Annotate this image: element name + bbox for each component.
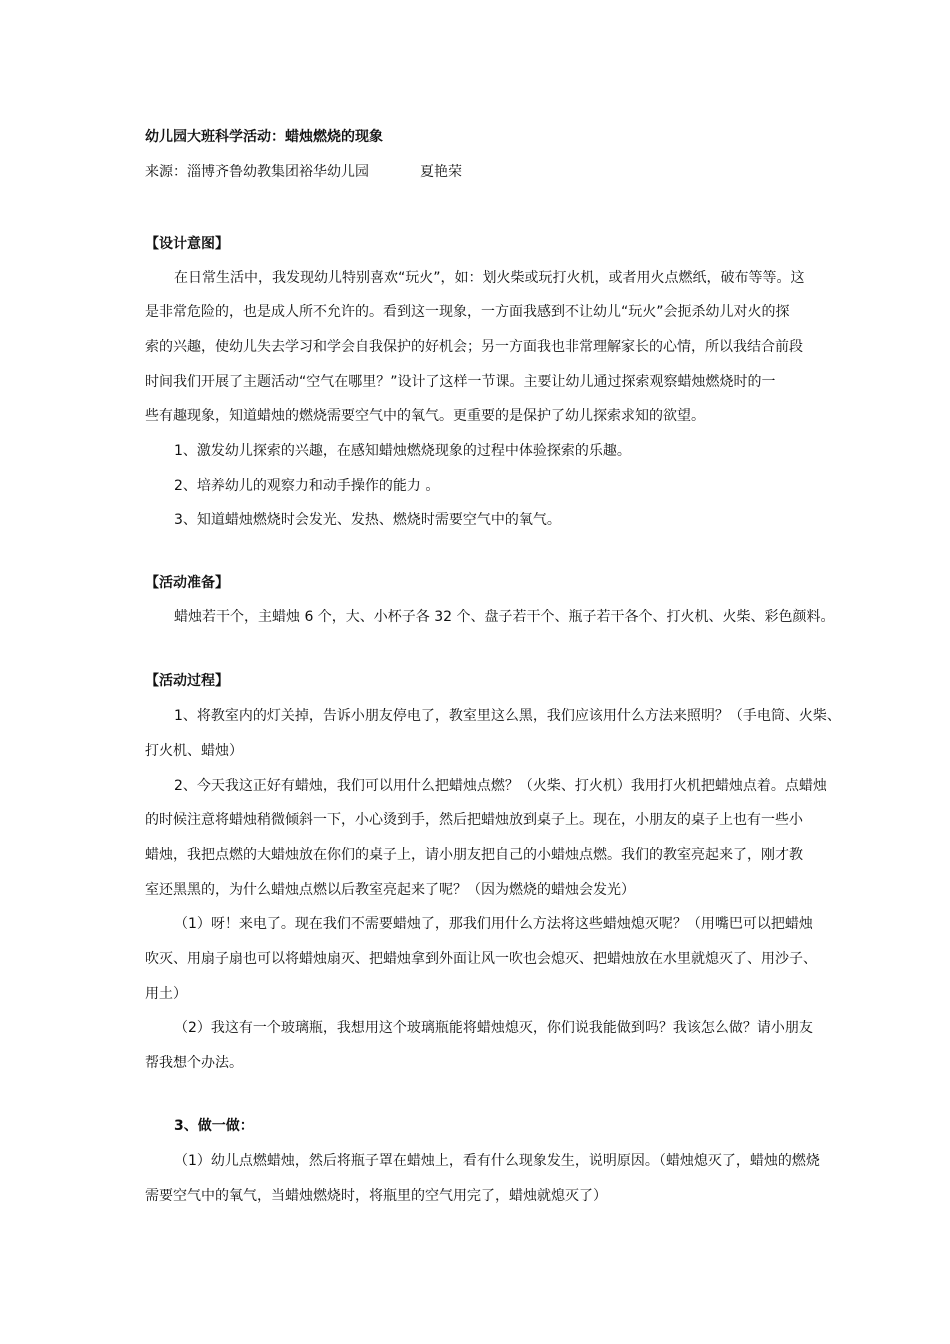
- goal-item: 3、知道蜡烛燃烧时会发光、发热、燃烧时需要空气中的氧气。: [174, 512, 561, 528]
- section-heading-preparation: 【活动准备】: [145, 575, 229, 591]
- paragraph-line: 需要空气中的氧气，当蜡烛燃烧时，将瓶里的空气用完了，蜡烛就熄灭了）: [145, 1188, 607, 1204]
- paragraph-line: 蜡烛，我把点燃的大蜡烛放在你们的桌子上，请小朋友把自己的小蜡烛点燃。我们的教室亮起来了，刚才教: [145, 847, 803, 863]
- section-heading-design-intent: 【设计意图】: [145, 236, 229, 252]
- page-title: 幼儿园大班科学活动：蜡烛燃烧的现象: [145, 129, 383, 145]
- paragraph-line: 室还黑黑的，为什么蜡烛点燃以后教室亮起来了呢？（因为燃烧的蜡烛会发光）: [145, 882, 635, 898]
- paragraph-line: 打火机、蜡烛）: [145, 743, 243, 759]
- preparation-text: 蜡烛若干个，主蜡烛 6 个，大、小杯子各 32 个、盘子若干个、瓶子若干各个、打火机、火柴、彩色颜料。: [174, 609, 835, 625]
- section-heading-process: 【活动过程】: [145, 673, 229, 689]
- source-label: 来源：淄博齐鲁幼教集团裕华幼儿园: [145, 164, 369, 180]
- paragraph-line: 在日常生活中，我发现幼儿特别喜欢“玩火”，如：划火柴或玩打火机，或者用火点燃纸，破布等等。这: [174, 270, 805, 286]
- paragraph-line: 用土）: [145, 986, 187, 1002]
- paragraph-line: 些有趣现象，知道蜡烛的燃烧需要空气中的氧气。更重要的是保护了幼儿探索求知的欲望。: [145, 408, 705, 424]
- goal-item: 2、培养幼儿的观察力和动手操作的能力 。: [174, 478, 440, 494]
- goal-item: 1、激发幼儿探索的兴趣，在感知蜡烛燃烧现象的过程中体验探索的乐趣。: [174, 443, 631, 459]
- paragraph-line: 吹灭、用扇子扇也可以将蜡烛扇灭、把蜡烛拿到外面让风一吹也会熄灭、把蜡烛放在水里就熄灭了、用沙子、: [145, 951, 817, 967]
- step3-heading: 3、做一做：: [174, 1118, 254, 1134]
- paragraph-line: 2、今天我这正好有蜡烛，我们可以用什么把蜡烛点燃？（火柴、打火机）我用打火机把蜡烛点着。点蜡烛: [174, 778, 827, 794]
- paragraph-line: （1）幼儿点燃蜡烛，然后将瓶子罩在蜡烛上，看有什么现象发生，说明原因。（蜡烛熄灭了，蜡烛的燃烧: [174, 1153, 820, 1169]
- author-name: 夏艳荣: [420, 164, 462, 180]
- source-line: [145, 162, 462, 182]
- paragraph-line: 时间我们开展了主题活动“空气在哪里？”设计了这样一节课。主要让幼儿通过探索观察蜡烛燃烧时的一: [145, 374, 776, 390]
- paragraph-line: 是非常危险的，也是成人所不允许的。看到这一现象，一方面我感到不让幼儿“玩火”会扼杀幼儿对火的探: [145, 304, 790, 320]
- paragraph-line: 帮我想个办法。: [145, 1055, 243, 1071]
- paragraph-line: 索的兴趣，使幼儿失去学习和学会自我保护的好机会；另一方面我也非常理解家长的心情，所以我结合前段: [145, 339, 803, 355]
- paragraph-line: （2）我这有一个玻璃瓶，我想用这个玻璃瓶能将蜡烛熄灭，你们说我能做到吗？我该怎么做？请小朋友: [174, 1020, 813, 1036]
- paragraph-line: 1、将教室内的灯关掉，告诉小朋友停电了，教室里这么黑，我们应该用什么方法来照明？（手电筒、火柴、: [174, 708, 841, 724]
- paragraph-line: （1）呀！来电了。现在我们不需要蜡烛了，那我们用什么方法将这些蜡烛熄灭呢？（用嘴巴可以把蜡烛: [174, 916, 813, 932]
- paragraph-line: 的时候注意将蜡烛稍微倾斜一下，小心烫到手，然后把蜡烛放到桌子上。现在，小朋友的桌子上也有一些小: [145, 812, 803, 828]
